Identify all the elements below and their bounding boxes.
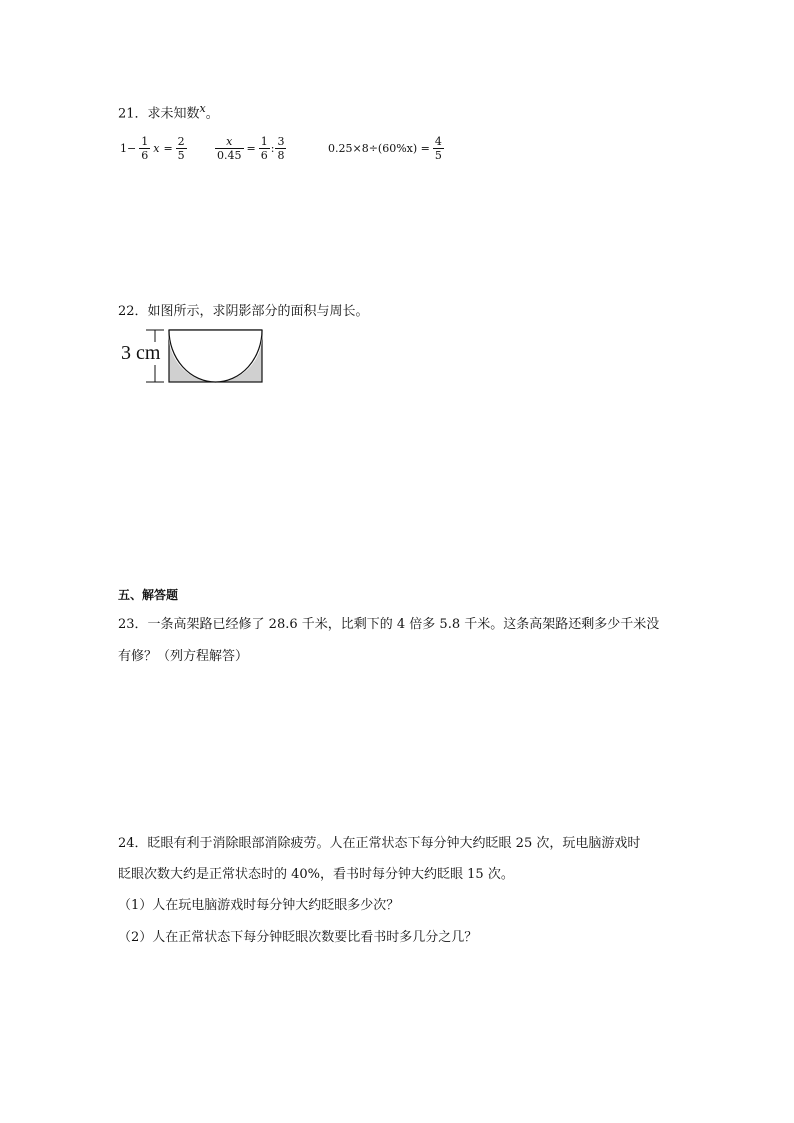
section-title: 五、解答题 [118,588,179,602]
eq1-f1-den: 6 [141,148,149,162]
eq1-f2-den: 5 [177,148,185,162]
q23-line-2: 有修？（列方程解答） [118,649,249,664]
q24-line-1: 24．眨眼有利于消除眼部消除疲劳。人在正常状态下每分钟大约眨眼 25 次，玩电脑游戏时 [118,836,641,851]
eq1-variable: x [153,141,160,155]
eq2-fraction-3 [275,135,286,162]
eq1-term: 1− [120,141,137,155]
q22-figure [118,326,268,390]
eq3-f-den: 5 [434,148,442,162]
dimension-label: 3 cm [121,342,161,364]
eq1-fraction-1 [139,135,150,162]
eq2-f3-num: 3 [277,134,285,148]
eq1-equals: = [163,141,173,155]
eq1-f1-num: 1 [141,134,149,148]
q21-equation-2 [214,128,287,168]
eq2-f1-num: x [226,134,233,148]
q21-title-var: x [199,102,206,115]
eq1-fraction-2 [176,135,187,162]
eq2-f2-num: 1 [260,134,268,148]
eq2-colon: : [270,141,275,155]
q21-equation-1 [118,128,188,168]
q21-title-end: 。 [205,106,219,122]
q21-title-text: 21．求未知数 [118,106,200,122]
eq2-equals: = [246,141,256,155]
eq3-lhs: 0.25×8÷(60%x) = [328,141,430,155]
q23-line-1: 23．一条高架路已经修了 28.6 千米，比剩下的 4 倍多 5.8 千米。这条高架路还剩多少千米没 [118,617,660,632]
eq2-f1-den: 0.45 [217,148,242,162]
eq1-f2-num: 2 [177,134,185,148]
q24-subquestion-2: （2）人在正常状态下每分钟眨眼次数要比看书时多几分之几？ [118,930,478,945]
q21-equation-3 [326,128,445,168]
q22-title: 22．如图所示，求阴影部分的面积与周长。 [118,304,369,319]
eq2-f3-den: 8 [277,148,285,162]
q21-title [118,102,219,121]
eq2-f2-den: 6 [260,148,268,162]
q24-line-2: 眨眼次数大约是正常状态时的 40%，看书时每分钟大约眨眼 15 次。 [118,867,514,882]
eq2-fraction-2 [259,135,270,162]
eq3-f-num: 4 [434,134,442,148]
eq2-fraction-1 [215,135,244,162]
eq3-fraction [433,135,444,162]
q24-subquestion-1: （1）人在玩电脑游戏时每分钟大约眨眼多少次？ [118,898,400,913]
